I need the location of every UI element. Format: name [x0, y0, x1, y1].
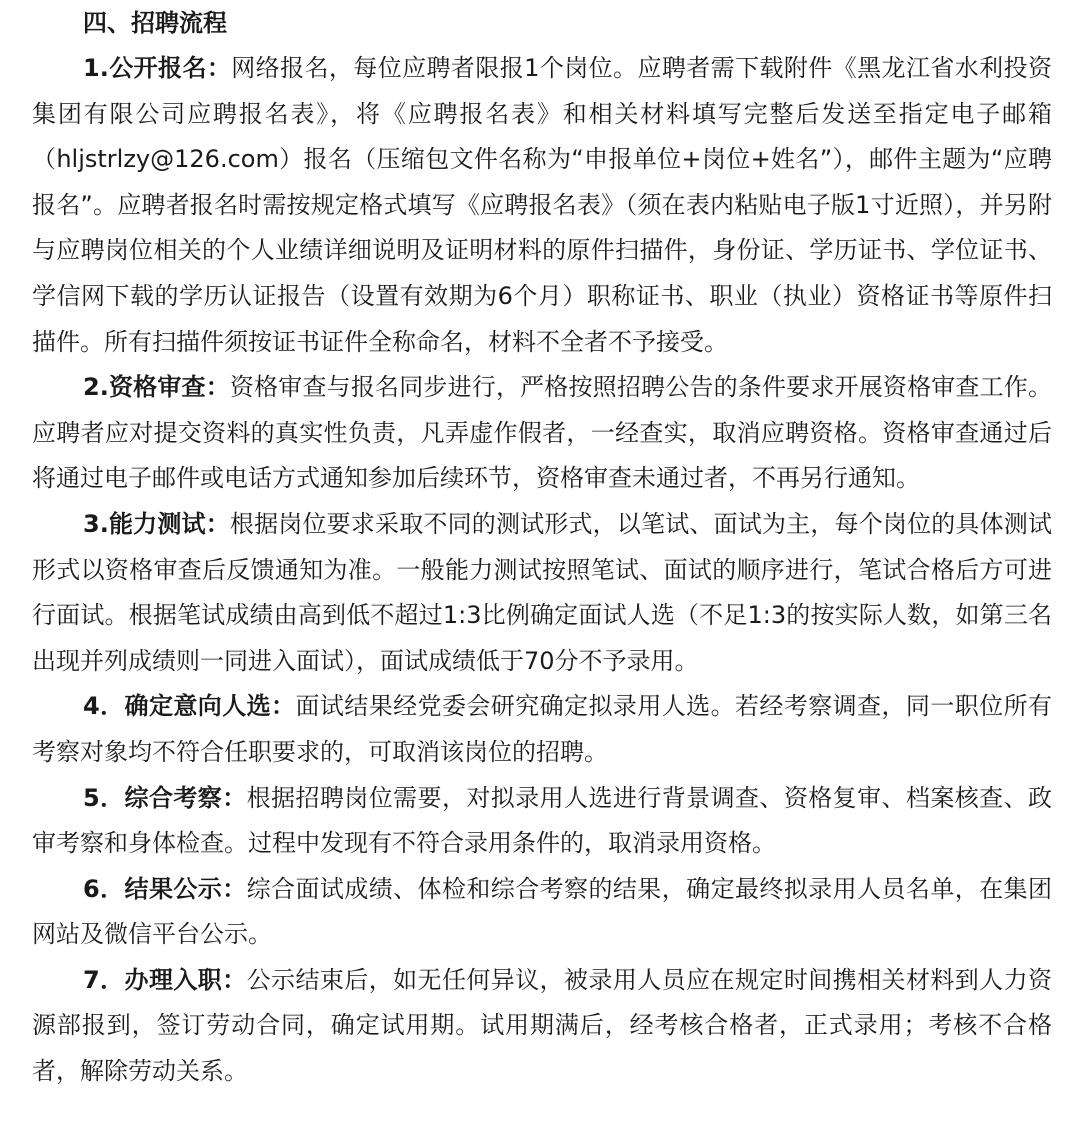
- step-label: 4．确定意向人选：: [83, 692, 296, 721]
- step-text: 综合面试成绩、体检和综合考察的结果，确定最终拟录用人员名单，在集团网站及微信平台公示。: [32, 874, 1052, 949]
- step-qualification-review: [32, 365, 1052, 502]
- step-text: 根据岗位要求采取不同的测试形式，以笔试、面试为主，每个岗位的具体测试形式以资格审查后反馈通知为准。一般能力测试按照笔试、面试的顺序进行，笔试合格后方可进行面试。根据笔试成绩由高到低不超过1:3比例确定面试人选（不足1:3的按实际人数，如第三名出现并列成绩则一同进入面试），面试成绩低于70分不予录用。: [32, 509, 1052, 675]
- step-text: 公示结束后，如无任何异议，被录用人员应在规定时间携相关材料到人力资源部报到，签订劳动合同，确定试用期。试用期满后，经考核合格者，正式录用；考核不合格者，解除劳动关系。: [32, 965, 1052, 1086]
- step-text: 网络报名，每位应聘者限报1个岗位。应聘者需下载附件《黑龙江省水利投资集团有限公司应聘报名表》，将《应聘报名表》和相关材料填写完整后发送至指定电子邮箱（hljstrlzy@126.com）报名（压缩包文件名称为“申报单位+岗位+姓名”），邮件主题为“应聘报名”。应聘者报名时需按规定格式填写《应聘报名表》（须在表内粘贴电子版1寸近照），并另附与应聘岗位相关的个人业绩详细说明及证明材料的原件扫描件，身份证、学历证书、学位证书、学信网下载的学历认证报告（设置有效期为6个月）职称证书、职业（执业）资格证书等原件扫描件。所有扫描件须按证书证件全称命名，材料不全者不予接受。: [32, 54, 1052, 356]
- step-comprehensive-inspection: [32, 776, 1052, 867]
- step-label: 1.公开报名：: [83, 54, 232, 82]
- step-label: 7．办理入职：: [83, 965, 247, 994]
- step-result-publicity: [32, 867, 1052, 958]
- step-label: 6．结果公示：: [83, 874, 247, 903]
- step-public-registration: [32, 46, 1052, 365]
- step-text: 面试结果经党委会研究确定拟录用人选。若经考察调查，同一职位所有考察对象均不符合任职要求的，可取消该岗位的招聘。: [32, 692, 1053, 766]
- document-body: [32, 0, 1052, 1095]
- step-ability-test: [32, 502, 1052, 684]
- step-label: 5．综合考察：: [83, 783, 247, 812]
- step-text: 资格审查与报名同步进行，严格按照招聘公告的条件要求开展资格审查工作。应聘者应对提交资料的真实性负责，凡弄虚作假者，一经查实，取消应聘资格。资格审查通过后将通过电子邮件或电话方式通知参加后续环节，资格审查未通过者，不再另行通知。: [32, 373, 1052, 493]
- step-onboarding: [32, 958, 1052, 1095]
- step-label: 3.能力测试：: [83, 509, 230, 538]
- step-text: 根据招聘岗位需要，对拟录用人选进行背景调查、资格复审、档案核查、政审考察和身体检查。过程中发现有不符合录用条件的，取消录用资格。: [32, 783, 1052, 858]
- step-label: 2.资格审查：: [83, 373, 230, 402]
- section-title: 四、招聘流程: [83, 9, 227, 37]
- step-candidate-selection: [32, 684, 1052, 775]
